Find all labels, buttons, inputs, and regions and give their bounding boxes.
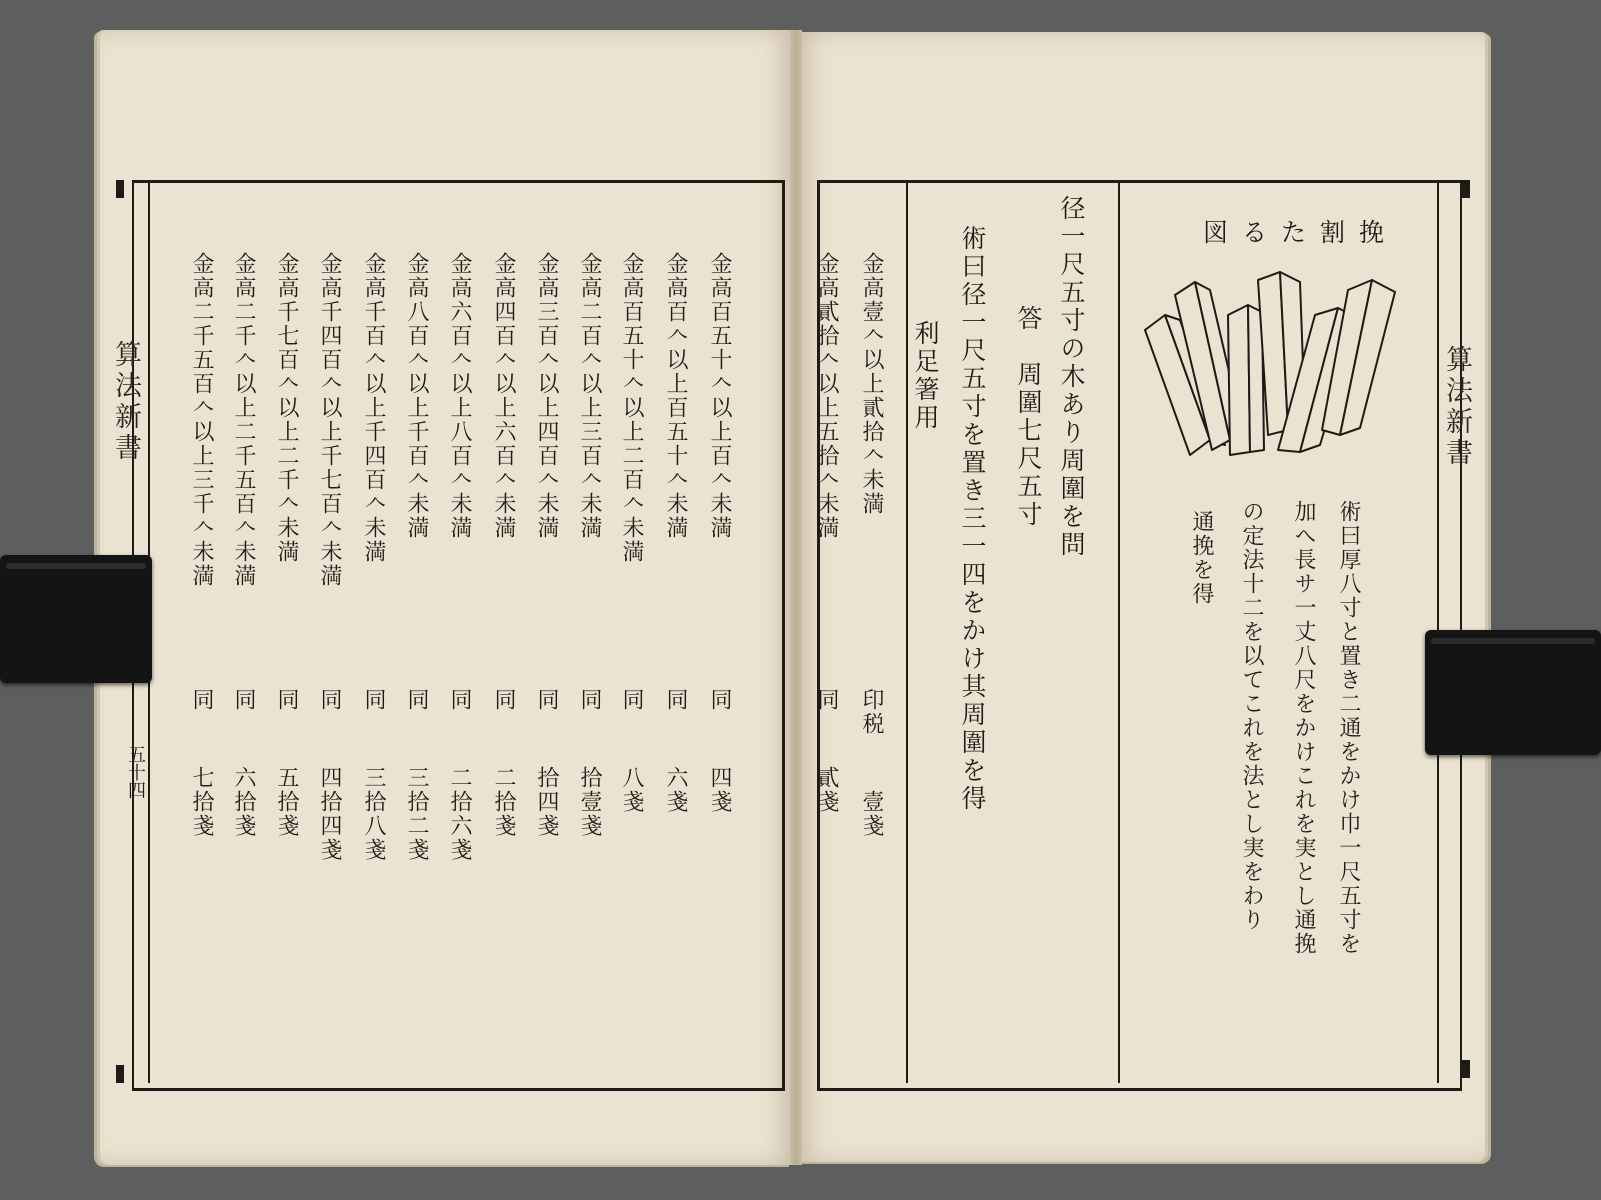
table-amount: 金高四百𠆢以上六百𠆢未満 bbox=[491, 252, 516, 540]
table-rate: 六拾戔 bbox=[231, 766, 256, 838]
table-tax: 同 bbox=[404, 688, 429, 712]
table-tax: 同 bbox=[447, 688, 472, 712]
right-bottom-notch bbox=[1462, 1060, 1470, 1078]
table-tax: 同 bbox=[534, 688, 559, 712]
table-amount: 金高壹𠆢以上貳拾𠆢未満 bbox=[859, 252, 884, 516]
right-top-notch bbox=[1462, 180, 1470, 198]
table-rate: 二拾戔 bbox=[491, 766, 516, 838]
left-margin-title: 算法新書 bbox=[110, 340, 141, 464]
table-amount: 金高六百𠆢以上八百𠆢未満 bbox=[447, 252, 472, 540]
table-amount: 金高八百𠆢以上千百𠆢未満 bbox=[404, 252, 429, 540]
table-tax: 同 bbox=[317, 688, 342, 712]
page-number: 五十四 bbox=[125, 745, 146, 799]
figure-text: 通挽を得 bbox=[1189, 510, 1214, 606]
left-top-notch bbox=[116, 180, 124, 198]
table-amount: 金高千四百𠆢以上千七百𠆢未満 bbox=[317, 252, 342, 588]
right-margin-title: 算法新書 bbox=[1441, 345, 1472, 469]
table-tax: 同 bbox=[577, 688, 602, 712]
lumber-figure bbox=[1140, 270, 1405, 470]
table-amount: 金高百𠆢以上百五十𠆢未満 bbox=[663, 252, 688, 540]
table-amount: 金高千七百𠆢以上二千𠆢未満 bbox=[274, 252, 299, 564]
table-amount: 金高百五十𠆢以上百𠆢未満 bbox=[707, 252, 732, 540]
table-rate: 壹戔 bbox=[859, 790, 884, 838]
figure-caption: 挽割たる図 bbox=[1203, 218, 1399, 247]
table-rate: 四戔 bbox=[707, 766, 732, 814]
table-amount: 金高二千五百𠆢以上三千𠆢未満 bbox=[189, 252, 214, 588]
table-rate: 八戔 bbox=[619, 766, 644, 814]
table-rate: 拾四戔 bbox=[534, 766, 559, 838]
table-rate: 七拾戔 bbox=[189, 766, 214, 838]
table-rate: 三拾八戔 bbox=[361, 766, 386, 862]
divider-rule bbox=[906, 183, 908, 1083]
right-book-clip bbox=[1425, 630, 1601, 755]
table-rate: 貳戔 bbox=[814, 766, 839, 814]
left-book-clip bbox=[0, 555, 152, 683]
table-rate: 五拾戔 bbox=[274, 766, 299, 838]
table-tax: 同 bbox=[491, 688, 516, 712]
table-tax: 同 bbox=[619, 688, 644, 712]
table-amount: 金高二百𠆢以上三百𠆢未満 bbox=[577, 252, 602, 540]
table-amount: 金高二千𠆢以上二千五百𠆢未満 bbox=[231, 252, 256, 588]
problem-method: 術曰径一尺五寸を置き三一四をかけ其周圍を得 bbox=[958, 225, 987, 813]
figure-text: 加へ長サ一丈八尺をかけこれを実とし通挽 bbox=[1291, 500, 1316, 956]
table-rate: 六戔 bbox=[663, 766, 688, 814]
table-rate: 拾壹戔 bbox=[577, 766, 602, 838]
figure-text: の定法十二を以てこれを法とし実をわり bbox=[1239, 500, 1264, 932]
table-amount: 金高貳拾𠆢以上五拾𠆢未満 bbox=[814, 252, 839, 540]
table-tax: 同 bbox=[274, 688, 299, 712]
book-gutter bbox=[790, 30, 802, 1165]
table-amount: 金高千百𠆢以上千四百𠆢未満 bbox=[361, 252, 386, 564]
table-tax: 同 bbox=[361, 688, 386, 712]
problem-question: 径一尺五寸の木あり周圍を問 bbox=[1057, 195, 1086, 559]
table-tax: 同 bbox=[231, 688, 256, 712]
table-tax: 同 bbox=[663, 688, 688, 712]
table-rate: 三拾二戔 bbox=[404, 766, 429, 862]
table-rate: 四拾四戔 bbox=[317, 766, 342, 862]
lumber-plank bbox=[1228, 305, 1250, 455]
table-rate: 二拾六戔 bbox=[447, 766, 472, 862]
table-tax: 同 bbox=[814, 688, 839, 712]
divider-rule bbox=[1118, 183, 1120, 1083]
table-tax: 印税 bbox=[859, 688, 884, 736]
table-tax: 同 bbox=[189, 688, 214, 712]
table-amount: 金高三百𠆢以上四百𠆢未満 bbox=[534, 252, 559, 540]
table-tax: 同 bbox=[707, 688, 732, 712]
section-heading: 利足箸用 bbox=[911, 320, 940, 432]
figure-text: 術曰厚八寸と置き二通をかけ巾一尺五寸を bbox=[1336, 500, 1361, 956]
left-bottom-notch bbox=[116, 1065, 124, 1083]
problem-answer: 答 周圍七尺五寸 bbox=[1014, 305, 1043, 529]
table-amount: 金高百五十𠆢以上二百𠆢未満 bbox=[619, 252, 644, 564]
